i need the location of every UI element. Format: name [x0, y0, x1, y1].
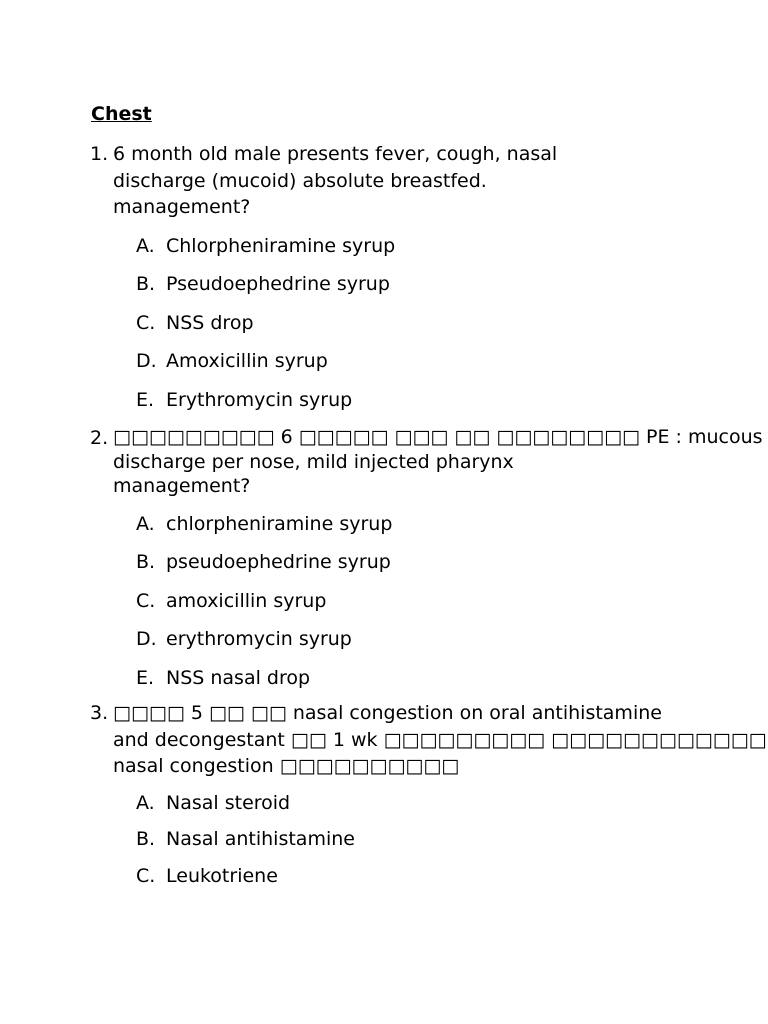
- option-letter: C.: [136, 590, 156, 612]
- option-letter: B.: [136, 551, 156, 573]
- option-text: NSS drop: [166, 312, 254, 334]
- question-stem: [113, 425, 763, 499]
- option-2e: [136, 666, 310, 690]
- option-letter: A.: [136, 513, 155, 535]
- option-letter: B.: [136, 828, 156, 850]
- option-text: Leukotriene: [166, 865, 278, 887]
- option-text: erythromycin syrup: [166, 628, 352, 650]
- option-letter: E.: [136, 667, 155, 689]
- option-text: Erythromycin syrup: [166, 389, 353, 411]
- question-3: [90, 700, 767, 780]
- option-3a: [136, 791, 290, 815]
- option-text: Nasal steroid: [166, 792, 291, 814]
- question-line: management?: [113, 196, 251, 218]
- question-1: [90, 141, 650, 221]
- question-number: 3.: [90, 702, 109, 724]
- question-line: □□□□ 5 □□ □□ nasal congestion on oral antihistamine: [113, 702, 662, 724]
- option-2b: [136, 550, 391, 574]
- option-text: Amoxicillin syrup: [166, 350, 328, 372]
- option-text: chlorpheniramine syrup: [166, 513, 393, 535]
- option-letter: C.: [136, 312, 156, 334]
- option-letter: C.: [136, 865, 156, 887]
- option-text: NSS nasal drop: [166, 667, 311, 689]
- section-title: Chest: [91, 103, 152, 125]
- question-number: 1.: [90, 143, 109, 165]
- option-2a: [136, 512, 392, 536]
- question-line: 6 month old male presents fever, cough, nasal: [113, 143, 558, 165]
- option-text: Chlorpheniramine syrup: [166, 235, 396, 257]
- question-line: management?: [113, 475, 251, 497]
- option-text: amoxicillin syrup: [166, 590, 327, 612]
- option-text: pseudoephedrine syrup: [166, 551, 391, 573]
- question-line: discharge per nose, mild injected pharynx: [113, 450, 514, 473]
- option-1c: [136, 311, 254, 335]
- option-1b: [136, 272, 390, 296]
- option-letter: A.: [136, 792, 155, 814]
- option-3b: [136, 827, 355, 851]
- option-3c: [136, 864, 278, 888]
- option-text: Pseudoephedrine syrup: [166, 273, 390, 295]
- question-line: discharge (mucoid) absolute breastfed.: [113, 169, 487, 192]
- question-stem: [113, 141, 650, 221]
- option-letter: D.: [136, 628, 157, 650]
- option-2d: [136, 627, 352, 651]
- option-2c: [136, 589, 326, 613]
- option-letter: A.: [136, 235, 155, 257]
- question-line: nasal congestion □□□□□□□□□□: [113, 755, 460, 777]
- option-letter: D.: [136, 350, 157, 372]
- option-letter: B.: [136, 273, 156, 295]
- option-text: Nasal antihistamine: [166, 828, 355, 850]
- option-1e: [136, 388, 352, 412]
- question-stem: [113, 700, 767, 780]
- question-2: [90, 425, 763, 499]
- option-letter: E.: [136, 389, 155, 411]
- question-number: 2.: [90, 427, 109, 449]
- option-1d: [136, 349, 328, 373]
- option-1a: [136, 234, 395, 258]
- question-line: and decongestant □□ 1 wk □□□□□□□□□ □□□□□□□□□□□□: [113, 728, 767, 751]
- question-line: □□□□□□□□□ 6 □□□□□ □□□ □□ □□□□□□□□ PE : mucous: [113, 426, 763, 448]
